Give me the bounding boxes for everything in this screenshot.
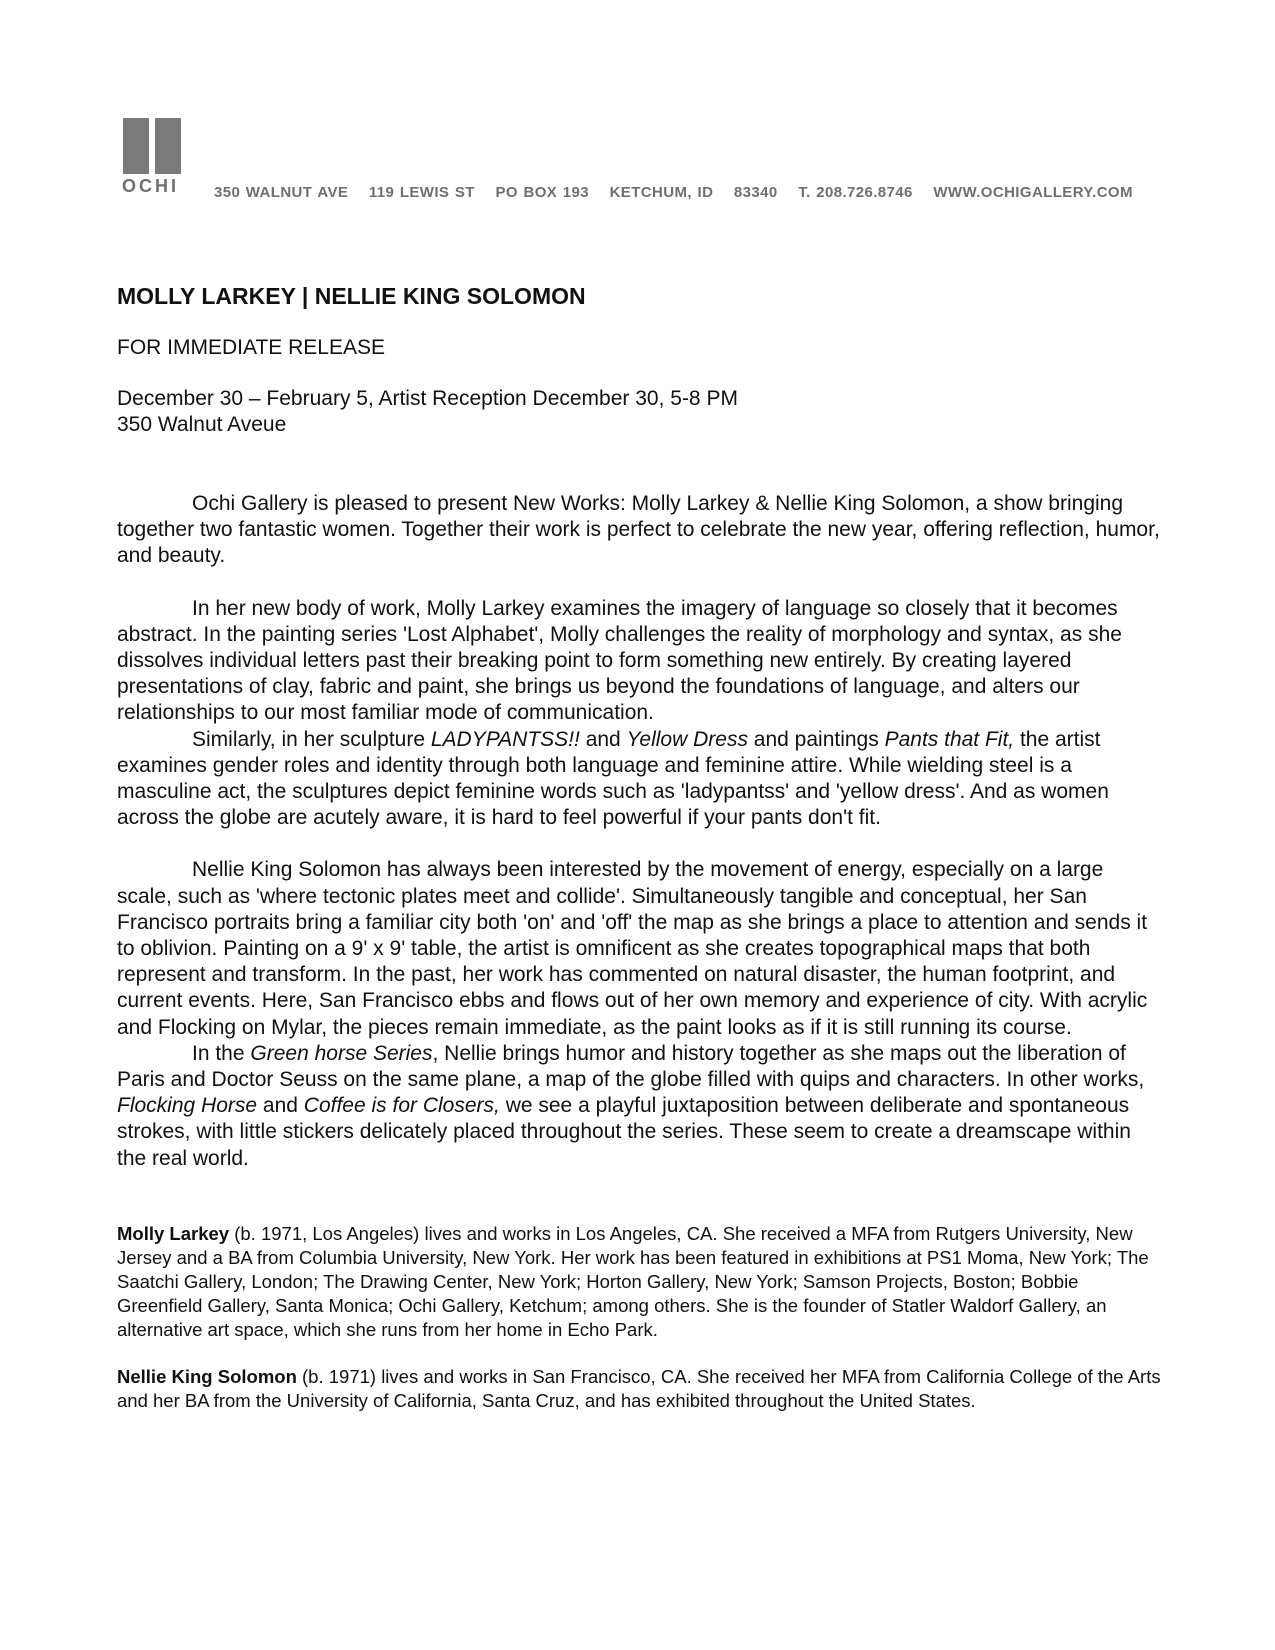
bio-nellie-text: (b. 1971) lives and works in San Francisco, CA. She received her MFA from California College of the Arts and her BA from the University of California, Santa Cruz, and has exhibited throughout the United States. bbox=[117, 1366, 1161, 1412]
event-details bbox=[117, 386, 1162, 438]
address-lewis: 119 LEWIS ST bbox=[368, 184, 475, 201]
location-line: 350 Walnut Aveue bbox=[117, 413, 287, 436]
page-title: MOLLY LARKEY | NELLIE KING SOLOMON bbox=[117, 283, 586, 309]
letterhead bbox=[123, 118, 1173, 208]
paragraph-molly-language: In her new body of work, Molly Larkey examines the imagery of language so closely that it becomes abstract. In the painting series 'Lost Alphabet', Molly challenges the reality of morphology and syntax, as she dissolves individual letters past their breaking point to form something new entirely. By creating layered presentations of clay, fabric and paint, she brings us beyond the foundations of language, and alters our relationships to our most familiar mode of communication. bbox=[117, 596, 1122, 725]
bio-molly-larkey bbox=[117, 1222, 1162, 1342]
p3-text-c: and bbox=[579, 727, 627, 751]
address-street: 350 WALNUT AVE bbox=[214, 184, 349, 201]
p5-title-flocking-horse: Flocking Horse bbox=[117, 1094, 258, 1118]
p3-title-ladypantss: LADYPANTSS!! bbox=[430, 727, 580, 751]
bio-molly-text: (b. 1971, Los Angeles) lives and works in Los Angeles, CA. She received a MFA from Rutgers University, New Jersey and a BA from Columbia University, New York. Her work has been featured in exhibitions at PS1 Moma, New York; The Saatchi Gallery, London; The Drawing Center, New York; Horton Gallery, New York; Samson Projects, Boston; Bobbie Greenfield Gallery, Santa Monica; Ochi Gallery, Ketchum; among others. She is the founder of Statler Waldorf Gallery, an alternative art space, which she runs from her home in Echo Park. bbox=[117, 1222, 1149, 1340]
p5-text-c: , Nellie brings humor and history together as she maps out the liberation of Paris and Doctor Seuss on the same plane, a map of the globe filled with quips and characters. In other works, bbox=[117, 1041, 1145, 1092]
ochi-logo bbox=[122, 118, 181, 196]
press-release bbox=[117, 281, 1162, 1413]
address-website: WWW.OCHIGALLERY.COM bbox=[933, 184, 1133, 201]
p5-text-a: In the bbox=[192, 1041, 251, 1065]
bio-molly-name: Molly Larkey bbox=[117, 1222, 230, 1244]
logo-mark-icon bbox=[123, 118, 181, 174]
p5-title-coffee-closers: Coffee is for Closers, bbox=[303, 1094, 500, 1118]
p3-text-e: and paintings bbox=[747, 727, 885, 751]
dates-line: December 30 – February 5, Artist Reception December 30, 5-8 PM bbox=[117, 387, 738, 410]
p5-text-g: we see a playful juxtaposition between deliberate and spontaneous strokes, with little stickers delicately placed throughout the series. These seem to create a dreamscape within the real world. bbox=[117, 1094, 1131, 1170]
paragraph-nellie-energy: Nellie King Solomon has always been interested by the movement of energy, especially on a large scale, such as 'where tectonic plates meet and collide'. Simultaneously tangible and conceptual, her San Francisco portraits bring a familiar city both 'on' and 'off' the map as she brings a place to attention and sends it to oblivion. Painting on a 9' x 9' table, the artist is omnificent as she creates topographical maps that both represent and transform. In the past, her work has commented on natural disaster, the human footprint, and current events. Here, San Francisco ebbs and flows out of her own memory and experience of city. With acrylic and Flocking on Mylar, the pieces remain immediate, as the paint looks as if it is still running its course. bbox=[117, 858, 1148, 1039]
p3-text-g: the artist examines gender roles and identity through both language and feminine attire. While wielding steel is a masculine act, the sculptures depict feminine words such as 'ladypantss' and 'yellow dress'. And as women across the globe are acutely aware, it is hard to feel powerful if your pants don't fit. bbox=[117, 727, 1109, 830]
bio-nellie-king-solomon bbox=[117, 1365, 1162, 1413]
logo-text: OCHI bbox=[122, 176, 179, 196]
address-city: KETCHUM, ID bbox=[609, 184, 714, 201]
paragraph-intro: Ochi Gallery is pleased to present New Works: Molly Larkey & Nellie King Solomon, a show bringing together two fantastic women. Together their work is perfect to celebrate the new year, offering reflection, humor, and beauty. bbox=[117, 492, 1160, 568]
address-zip: 83340 bbox=[733, 184, 778, 201]
p5-title-green-horse: Green horse Series bbox=[250, 1041, 433, 1065]
address-phone: T. 208.726.8746 bbox=[798, 184, 913, 201]
address-line bbox=[214, 184, 1133, 201]
paragraph-nellie-series bbox=[117, 1041, 1162, 1172]
body-text bbox=[117, 491, 1162, 1172]
address-pobox: PO BOX 193 bbox=[495, 184, 589, 201]
logo-bar-right bbox=[155, 118, 181, 174]
p3-title-pants-that-fit: Pants that Fit, bbox=[884, 727, 1015, 751]
bio-nellie-name: Nellie King Solomon bbox=[117, 1366, 297, 1388]
paragraph-molly-sculpture bbox=[117, 727, 1162, 832]
p5-text-e: and bbox=[257, 1094, 304, 1118]
p3-text-a: Similarly, in her sculpture bbox=[192, 727, 431, 751]
logo-bar-left bbox=[123, 118, 149, 174]
p3-title-yellow-dress: Yellow Dress bbox=[626, 727, 748, 751]
release-label: FOR IMMEDIATE RELEASE bbox=[117, 336, 385, 359]
